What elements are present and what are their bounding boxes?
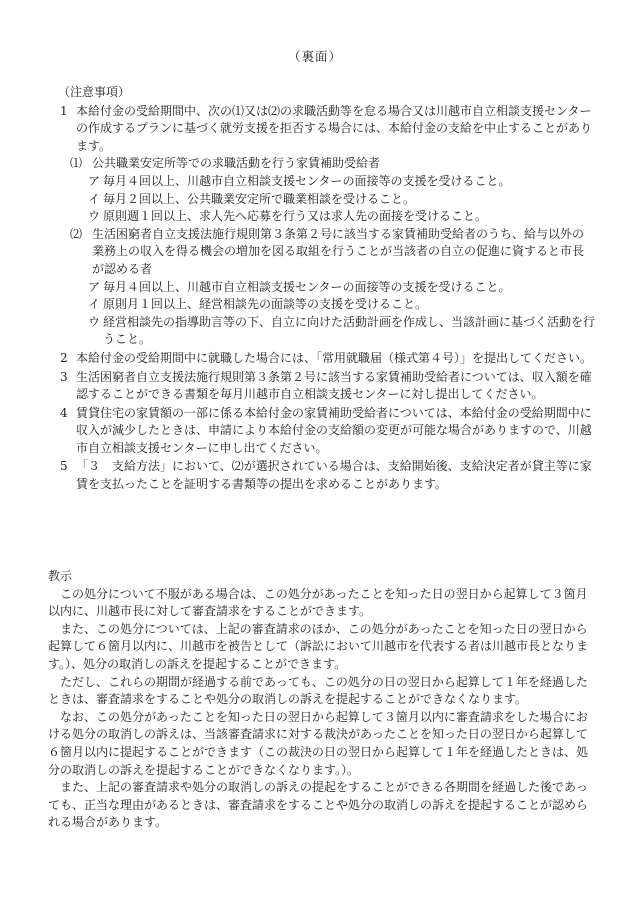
note-number: 1 (60, 103, 68, 118)
sub-item-text: 毎月２回以上、公共職業安定所で職業相談を受けること。 (103, 191, 416, 206)
notes-section (50, 84, 595, 494)
sub-item-text: 原則週１回以上、求人先へ応募を行う又は求人先の面接を受けること。 (103, 209, 488, 224)
sub-2-item-u (50, 314, 595, 349)
page-title: （裏面） (287, 49, 342, 64)
sub-item-letter: イ (88, 191, 101, 206)
note-text: 「３ 支給方法」において、⑵が選択されている場合は、支給開始後、支給決定者が貸主等に家賃を支払ったことを証明する書類等の提出を求めることがあります。 (76, 459, 592, 492)
sub-item-letter: イ (88, 297, 101, 312)
sub-item-letter: ウ (88, 314, 101, 329)
sub-item-text: 経営相談先の指導助言等の下、自立に向けた活動計画を作成し、当該計画に基づく活動を行うこと。 (103, 314, 596, 347)
sub-text: 生活困窮者自立支援法施行規則第３条第２号に該当する家賃補助受給者のうち、給与以外の業務上の収入を得る機会の増加を図る取組を行うことが当該者の自立の促進に資すると市長が認める者 (92, 226, 585, 276)
sub-1-item-i (50, 191, 595, 209)
instruction-paragraph: ただし、これらの期間が経過する前であっても、この処分の日の翌日から起算して１年を経過したときは、審査請求をすることや処分の取消しの訴えを提起することができなくなります。 (48, 674, 588, 707)
note-text: 生活困窮者自立支援法施行規則第３条第２号に該当する家賃補助受給者については、収入額を確認することができる書類を毎月川越市自立相談支援センターに対し提出してください。 (76, 369, 592, 402)
sub-item-letter: ア (88, 279, 101, 294)
note-item-2 (50, 350, 595, 368)
sub-number: ⑴ (70, 156, 83, 171)
sub-2-item-a (50, 279, 595, 297)
instruction-paragraph: また、この処分については、上記の審査請求のほか、この処分があったことを知った日の翌日から起算して６箇月以内に、川越市を被告として（訴訟において川越市を代表する者は川越市長となります。）、処分の取消しの訴えを提起することができます。 (48, 621, 589, 671)
sub-1-item-u (50, 208, 595, 226)
note-text: 本給付金の受給期間中、次の⑴又は⑵の求職活動等を怠る場合又は川越市自立相談支援センターの作成するプランに基づく就労支援を拒否する場合には、本給付金の支給を中止することがあります。 (76, 103, 593, 153)
note-item-1 (50, 103, 595, 156)
instruction-paragraph: また、上記の審査請求や処分の取消しの訴えの提起をすることができる各期間を経過した後であっても、正当な理由があるときは、審査請求をすることや処分の取消しの訴えを提起することが認められる場合があります。 (48, 780, 589, 830)
instruction-section (48, 568, 598, 832)
note-sub-1 (50, 155, 595, 173)
note-number: 4 (60, 405, 68, 420)
notes-heading: （注意事項） (58, 85, 131, 99)
note-item-4 (50, 405, 595, 458)
note-item-5 (50, 458, 595, 493)
sub-item-text: 毎月４回以上、川越市自立相談支援センターの面接等の支援を受けること。 (103, 279, 511, 294)
note-sub-2 (50, 226, 595, 279)
sub-1-item-a (50, 173, 595, 191)
sub-item-text: 原則月１回以上、経営相談先の面談等の支援を受けること。 (103, 297, 428, 312)
note-text: 賃貸住宅の家賃額の一部に係る本給付金の家賃補助受給者については、本給付金の受給期間中に収入が減少したときは、申請により本給付金の支給額の変更が可能な場合がありますので、川越市自立相談支援センターに申し出てください。 (76, 405, 592, 455)
note-number: 2 (60, 350, 68, 365)
note-item-3 (50, 369, 595, 404)
note-number: 5 (60, 459, 68, 474)
instruction-heading: 教示 (48, 569, 73, 583)
sub-item-letter: ア (88, 173, 101, 188)
sub-item-letter: ウ (88, 209, 101, 224)
note-text: 本給付金の受給期間中に就職した場合には、「常用就職届（様式第４号）」を提出してください。 (76, 350, 593, 365)
instruction-paragraph: なお、この処分があったことを知った日の翌日から起算して３箇月以内に審査請求をした場合における処分の取消しの訴えは、当該審査請求に対する裁決があったことを知った日の翌日から起算して６箇月以内に提起することができます（この裁決の日の翌日から起算して１年を経過したときは、処分の取消しの訴えを提起することができなくなります。）。 (48, 709, 589, 777)
sub-item-text: 毎月４回以上、川越市自立相談支援センターの面接等の支援を受けること。 (103, 173, 511, 188)
instruction-paragraph: この処分について不服がある場合は、この処分があったことを知った日の翌日から起算して３箇月以内に、川越市長に対して審査請求をすることができます。 (48, 586, 588, 619)
sub-text: 公共職業安定所等での求職活動を行う家賃補助受給者 (92, 156, 381, 171)
sub-number: ⑵ (70, 226, 83, 241)
note-number: 3 (60, 369, 68, 384)
sub-2-item-i (50, 296, 595, 314)
